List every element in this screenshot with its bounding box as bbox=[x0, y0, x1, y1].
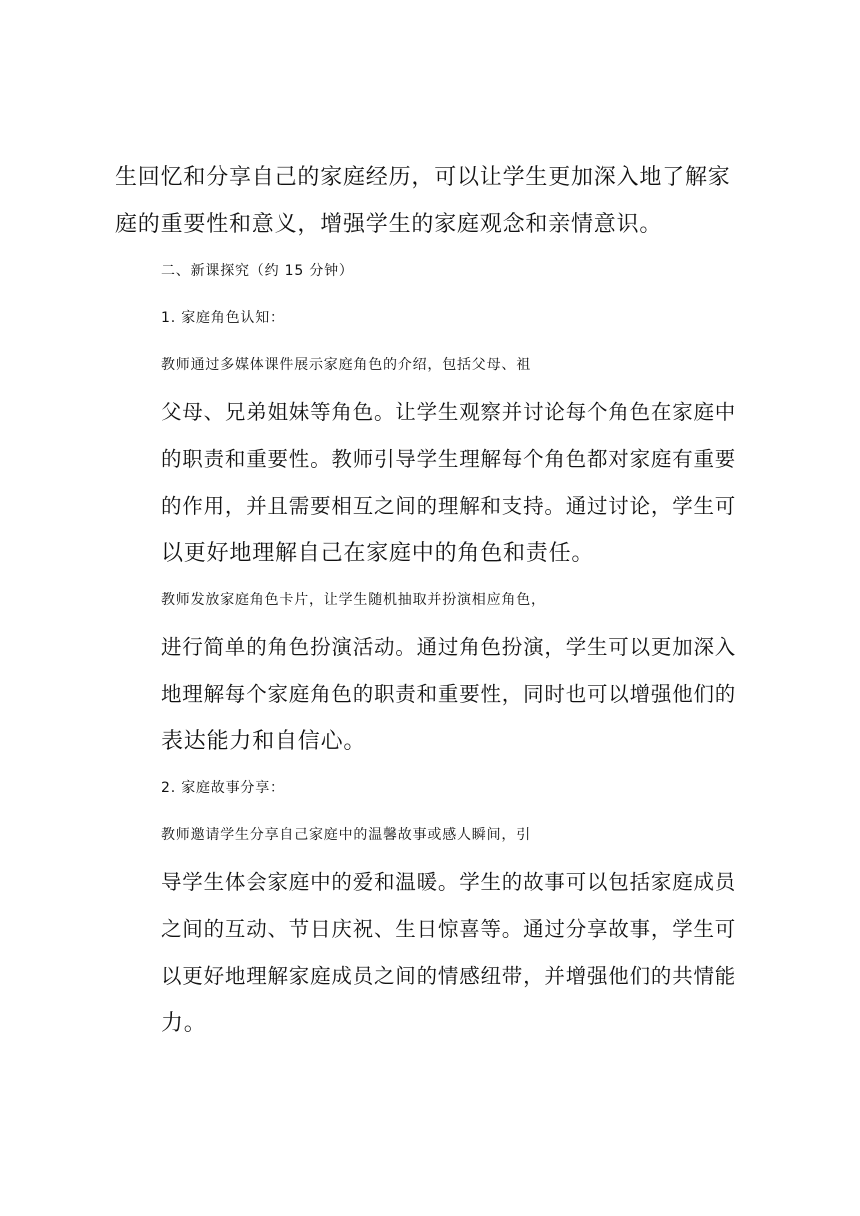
text-line: 之间的互动、节日庆祝、生日惊喜等。通过分享故事，学生可 bbox=[161, 917, 737, 941]
paragraph-family-roles-intro bbox=[115, 342, 745, 577]
text-line: 的作用，并且需要相互之间的理解和支持。通过讨论，学生可 bbox=[161, 494, 737, 518]
text-line: 教师通过多媒体课件展示家庭角色的介绍，包括父母、祖 bbox=[161, 357, 531, 373]
text-line: 教师邀请学生分享自己家庭中的温馨故事或感人瞬间，引 bbox=[161, 827, 531, 843]
paragraph-family-stories bbox=[115, 812, 745, 1047]
text-line: 地理解每个家庭角色的职责和重要性，同时也可以增强他们的 bbox=[161, 682, 737, 706]
subheading-text: 2. 家庭故事分享： bbox=[161, 780, 285, 796]
subheading-family-roles bbox=[115, 295, 745, 342]
text-line: 教师发放家庭角色卡片，让学生随机抽取并扮演相应角色， bbox=[161, 592, 546, 608]
paragraph-intro-continuation bbox=[115, 154, 745, 248]
text-line: 庭的重要性和意义，增强学生的家庭观念和亲情意识。 bbox=[115, 212, 663, 237]
text-line: 导学生体会家庭中的爱和温暖。学生的故事可以包括家庭成员 bbox=[161, 870, 737, 894]
text-line: 生回忆和分享自己的家庭经历，可以让学生更加深入地了解家 bbox=[115, 165, 731, 190]
text-line: 表达能力和自信心。 bbox=[161, 729, 367, 754]
subheading-text: 1. 家庭角色认知： bbox=[161, 310, 285, 326]
document-body bbox=[115, 154, 745, 1047]
heading-text: 二、新课探究（约 15 分钟） bbox=[161, 263, 354, 279]
subheading-family-stories bbox=[115, 765, 745, 812]
text-line: 的职责和重要性。教师引导学生理解每个角色都对家庭有重要 bbox=[161, 447, 737, 471]
text-line: 父母、兄弟姐妹等角色。让学生观察并讨论每个角色在家庭中 bbox=[161, 400, 737, 424]
paragraph-role-play bbox=[115, 577, 745, 765]
text-line: 进行简单的角色扮演活动。通过角色扮演，学生可以更加深入 bbox=[161, 635, 737, 659]
text-line: 力。 bbox=[161, 1011, 207, 1036]
text-line: 以更好地理解自己在家庭中的角色和责任。 bbox=[161, 541, 595, 566]
section-heading-new-lesson bbox=[115, 248, 745, 295]
text-line: 以更好地理解家庭成员之间的情感纽带，并增强他们的共情能 bbox=[161, 964, 737, 988]
